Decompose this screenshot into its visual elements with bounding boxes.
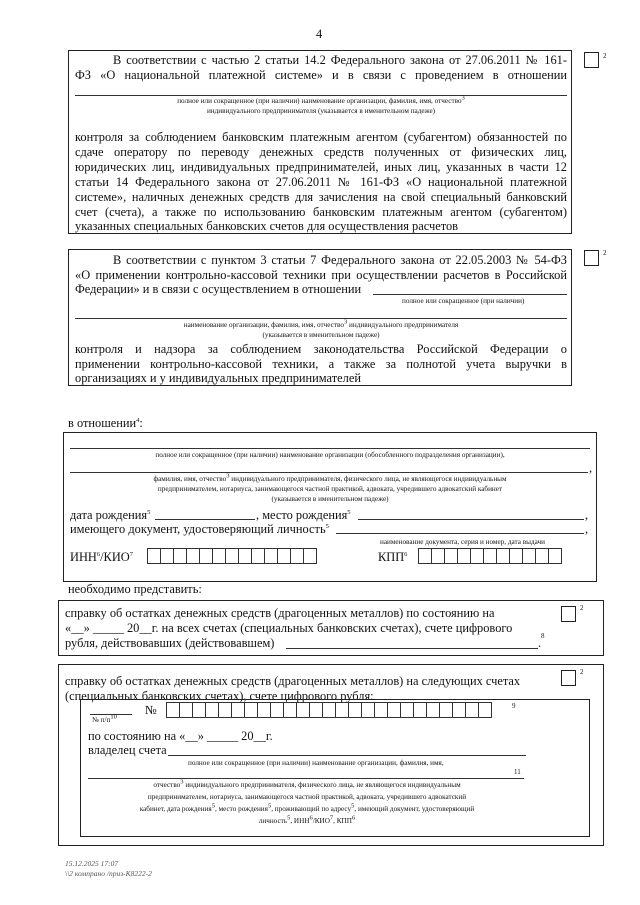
section1-line1: В соответствии с частью 2 статьи 14.2 Федерального закона от 27.06.2011 № 161- bbox=[113, 53, 567, 67]
owner-line[interactable] bbox=[168, 755, 526, 756]
page-number: 4 bbox=[316, 27, 323, 41]
owner-line-2[interactable] bbox=[88, 778, 524, 779]
num-label: № bbox=[145, 703, 157, 717]
inn-cells[interactable] bbox=[147, 548, 316, 564]
kpp-cells[interactable] bbox=[418, 548, 561, 564]
section2-caption-1: наименование организации, фамилия, имя, отчество3 индивидуального предпринимателя bbox=[183, 318, 459, 329]
section1-body-line4: статьи 14 Федерального закона от 27.06.2011 № 161-ФЗ «О национальной платежной bbox=[75, 175, 567, 189]
section2-body-line3: организациях и у индивидуальных предпринимателей bbox=[75, 371, 361, 385]
section1-body-line6: счет (счета), а также по использованию банковским платежным агентом (субагентом) bbox=[75, 205, 567, 219]
section2-caption-right: полное или сокращенное (при наличии) bbox=[402, 297, 525, 305]
option1-checkbox[interactable] bbox=[561, 606, 576, 622]
regarding-caption-4: (указывается в именительном падеже) bbox=[271, 495, 389, 503]
section1-body-line2: сдаче оператору по переводу денежных средств полученных от физических лиц, bbox=[75, 145, 567, 159]
option2-caption-3: предпринимателем, нотариуса, занимающегося частной практикой, адвоката, учредившего адвокатский bbox=[147, 793, 467, 801]
section2-line3: Федерации» и в связи с осуществлением в отношении bbox=[75, 282, 362, 296]
account-number-cells[interactable] bbox=[166, 702, 491, 718]
footer-timestamp: 15.12.2025 17:07 bbox=[65, 859, 119, 868]
section1-line2: ФЗ «О национальной платежной системе» и в связи с проведением в отношении bbox=[75, 68, 567, 82]
regarding-caption-3: предпринимателем, нотариуса, занимающегося частной практикой, адвоката, учредившего адвокатский кабинет bbox=[157, 485, 503, 493]
section1-name-line bbox=[75, 95, 567, 96]
option2-caption-5: личность5, ИНН6/КИО7, КПП6 bbox=[258, 814, 356, 825]
cell-sup: 9 bbox=[512, 702, 516, 710]
doc-line[interactable] bbox=[336, 533, 584, 534]
option2-sup11: 11 bbox=[514, 768, 521, 776]
section2-line2: «О применении контрольно-кассовой техники при осуществлении расчетов в Российской bbox=[75, 268, 567, 282]
option1-line3: рубля, действовавших (действовавшем) bbox=[65, 636, 275, 650]
doc-label: имеющего документ, удостоверяющий личность$^5$ bbox=[70, 522, 329, 536]
kpp-label: КПП$^6$ bbox=[378, 550, 408, 564]
option1-note: 2 bbox=[580, 604, 584, 612]
option2-checkbox[interactable] bbox=[561, 670, 576, 686]
owner-label: владелец счета bbox=[88, 743, 167, 757]
option1-line2: «__» _____ 20__г. на всех счетах (специальных банковских счетах), счете цифрового bbox=[65, 621, 513, 635]
section1-note: 2 bbox=[603, 52, 607, 60]
doc-comma: , bbox=[585, 522, 589, 536]
section2-checkbox[interactable] bbox=[584, 250, 599, 266]
footer-doc-id: \\2 компрано /приз-К8222-2 bbox=[65, 869, 152, 878]
pob-comma: , bbox=[585, 508, 589, 522]
section1-body-line3: юридических лиц, индивидуальных предпринимателей, иных лиц, указанных в части 12 bbox=[75, 160, 567, 174]
section1-caption-1: полное или сокращенное (при наличии) наименование организации, фамилия, имя, отчество3 bbox=[177, 94, 465, 105]
section1-checkbox[interactable] bbox=[584, 52, 599, 68]
section2-body-line2: применении контрольно-кассовой техники, а также за полнотой учета выручки в bbox=[75, 357, 567, 371]
row-num-label: № п/п10 bbox=[92, 713, 117, 724]
option2-line1: справку об остатках денежных средств (драгоценных металлов) на следующих счетах bbox=[65, 674, 521, 688]
section2-line1: В соответствии с пунктом 3 статьи 7 Федерального закона от 22.05.2003 № 54-ФЗ bbox=[113, 253, 567, 267]
regarding-caption-1: полное или сокращенное (при наличии) наименование организации (обособленного подразделения организации), bbox=[155, 451, 505, 459]
as-of-date: по состоянию на «__» _____ 20__г. bbox=[88, 729, 273, 743]
regarding-name-line-2 bbox=[70, 472, 588, 473]
inn-label: ИНН$^6$/КИО$^7$ bbox=[70, 550, 133, 564]
section1-caption-2: индивидуального предпринимателя (указывается в именительном падеже) bbox=[206, 107, 436, 115]
section2-caption-2: (указывается в именительном падеже) bbox=[262, 331, 380, 339]
option1-sup: 8 bbox=[541, 632, 545, 640]
section2-name-line-a bbox=[373, 294, 567, 295]
option1-line1: справку об остатках денежных средств (драгоценных металлов) по состоянию на bbox=[65, 606, 495, 620]
section2-note: 2 bbox=[603, 249, 607, 257]
regarding-caption-2: фамилия, имя, отчество3 индивидуального предпринимателя, физического лица, не являющегося индивидуальным bbox=[153, 472, 507, 483]
regarding-comma: , bbox=[589, 461, 593, 475]
option1-dot: . bbox=[538, 636, 542, 650]
option1-fill-line[interactable] bbox=[286, 648, 538, 649]
option2-caption-1: полное или сокращенное (при наличии) наименование организации, фамилия, имя, bbox=[188, 759, 444, 767]
doc-caption: наименование документа, серия и номер, дата выдачи bbox=[380, 538, 545, 546]
regarding-name-line bbox=[70, 448, 590, 449]
regarding-label: в отношении$^4$: bbox=[68, 416, 143, 430]
option2-line2: (специальных банковских счетах), счете цифрового рубля: bbox=[65, 689, 374, 703]
section2-name-line-b bbox=[75, 318, 567, 319]
required-label: необходимо представить: bbox=[68, 582, 202, 596]
section1-body-line1: контроля за соблюдением банковским платежным агентом (субагентом) обязанностей по bbox=[75, 130, 567, 144]
option2-caption-2: отчество3 индивидуального предпринимателя, физического лица, не являющегося индивидуальным bbox=[153, 778, 461, 789]
dob-label: дата рождения$^5$ bbox=[70, 508, 151, 522]
section2-body-line1: контроля и надзора за соблюдением законодательства Российской Федерации о bbox=[75, 342, 567, 356]
section1-body-line7: указанных специальных банковских счетов для осуществления расчетов bbox=[75, 219, 458, 233]
option2-caption-4: кабинет, дата рождения5, место рождения5, проживающий по адресу5, имеющий документ, удостоверяющий bbox=[139, 802, 475, 813]
option2-note: 2 bbox=[580, 668, 584, 676]
section1-body-line5: системе», наличных денежных средств для зачисления на свой специальный банковский bbox=[75, 190, 567, 204]
pob-line[interactable] bbox=[358, 519, 584, 520]
pob-label: , место рождения$^5$ bbox=[256, 508, 351, 522]
dob-line[interactable] bbox=[155, 519, 255, 520]
